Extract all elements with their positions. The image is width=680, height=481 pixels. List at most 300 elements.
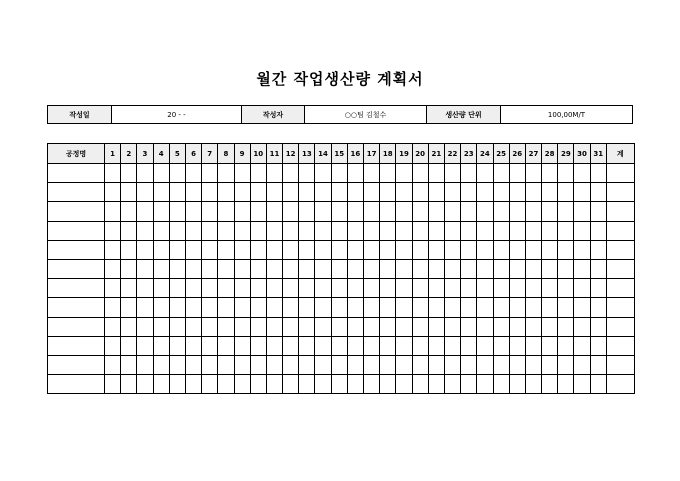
day-cell[interactable] <box>185 164 201 183</box>
process-name-cell[interactable] <box>48 221 105 240</box>
unit-field[interactable]: 100,00M/T <box>501 106 633 124</box>
day-cell[interactable] <box>558 221 574 240</box>
total-cell[interactable] <box>606 336 634 355</box>
day-cell[interactable] <box>542 164 558 183</box>
day-cell[interactable] <box>542 298 558 317</box>
day-cell[interactable] <box>347 164 363 183</box>
day-cell[interactable] <box>266 202 282 221</box>
day-cell[interactable] <box>121 183 137 202</box>
day-cell[interactable] <box>266 355 282 374</box>
day-cell[interactable] <box>509 259 525 278</box>
day-cell[interactable] <box>234 202 250 221</box>
day-cell[interactable] <box>509 164 525 183</box>
day-cell[interactable] <box>185 279 201 298</box>
day-cell[interactable] <box>542 317 558 336</box>
process-name-cell[interactable] <box>48 336 105 355</box>
day-cell[interactable] <box>493 202 509 221</box>
day-cell[interactable] <box>347 240 363 259</box>
day-cell[interactable] <box>428 164 444 183</box>
day-cell[interactable] <box>364 375 380 394</box>
day-cell[interactable] <box>137 336 153 355</box>
day-cell[interactable] <box>299 375 315 394</box>
day-cell[interactable] <box>137 279 153 298</box>
day-cell[interactable] <box>477 375 493 394</box>
day-cell[interactable] <box>412 202 428 221</box>
day-cell[interactable] <box>574 355 590 374</box>
day-cell[interactable] <box>477 355 493 374</box>
day-cell[interactable] <box>493 164 509 183</box>
day-cell[interactable] <box>396 202 412 221</box>
day-cell[interactable] <box>380 279 396 298</box>
day-cell[interactable] <box>412 240 428 259</box>
day-cell[interactable] <box>380 375 396 394</box>
day-cell[interactable] <box>234 355 250 374</box>
day-cell[interactable] <box>364 355 380 374</box>
day-cell[interactable] <box>428 202 444 221</box>
day-cell[interactable] <box>169 317 185 336</box>
day-cell[interactable] <box>558 259 574 278</box>
day-cell[interactable] <box>105 279 121 298</box>
day-cell[interactable] <box>202 317 218 336</box>
day-cell[interactable] <box>105 317 121 336</box>
day-cell[interactable] <box>185 259 201 278</box>
day-cell[interactable] <box>444 298 460 317</box>
day-cell[interactable] <box>266 221 282 240</box>
day-cell[interactable] <box>412 279 428 298</box>
day-cell[interactable] <box>218 355 234 374</box>
day-cell[interactable] <box>299 183 315 202</box>
total-cell[interactable] <box>606 183 634 202</box>
day-cell[interactable] <box>234 375 250 394</box>
day-cell[interactable] <box>153 164 169 183</box>
day-cell[interactable] <box>250 279 266 298</box>
day-cell[interactable] <box>493 240 509 259</box>
day-cell[interactable] <box>412 164 428 183</box>
day-cell[interactable] <box>250 259 266 278</box>
day-cell[interactable] <box>153 355 169 374</box>
day-cell[interactable] <box>283 240 299 259</box>
day-cell[interactable] <box>509 355 525 374</box>
day-cell[interactable] <box>121 259 137 278</box>
day-cell[interactable] <box>121 336 137 355</box>
day-cell[interactable] <box>558 202 574 221</box>
day-cell[interactable] <box>331 279 347 298</box>
day-cell[interactable] <box>364 164 380 183</box>
day-cell[interactable] <box>396 221 412 240</box>
day-cell[interactable] <box>234 183 250 202</box>
day-cell[interactable] <box>105 221 121 240</box>
process-name-cell[interactable] <box>48 164 105 183</box>
day-cell[interactable] <box>347 355 363 374</box>
day-cell[interactable] <box>380 355 396 374</box>
process-name-cell[interactable] <box>48 298 105 317</box>
day-cell[interactable] <box>315 202 331 221</box>
total-cell[interactable] <box>606 279 634 298</box>
day-cell[interactable] <box>428 240 444 259</box>
day-cell[interactable] <box>477 164 493 183</box>
day-cell[interactable] <box>380 240 396 259</box>
day-cell[interactable] <box>525 183 541 202</box>
day-cell[interactable] <box>444 317 460 336</box>
day-cell[interactable] <box>428 221 444 240</box>
day-cell[interactable] <box>105 183 121 202</box>
day-cell[interactable] <box>574 183 590 202</box>
day-cell[interactable] <box>218 279 234 298</box>
day-cell[interactable] <box>218 259 234 278</box>
day-cell[interactable] <box>380 259 396 278</box>
day-cell[interactable] <box>590 183 606 202</box>
day-cell[interactable] <box>331 355 347 374</box>
day-cell[interactable] <box>299 298 315 317</box>
day-cell[interactable] <box>493 375 509 394</box>
day-cell[interactable] <box>396 183 412 202</box>
day-cell[interactable] <box>250 375 266 394</box>
day-cell[interactable] <box>137 164 153 183</box>
day-cell[interactable] <box>299 279 315 298</box>
day-cell[interactable] <box>202 355 218 374</box>
process-name-cell[interactable] <box>48 240 105 259</box>
day-cell[interactable] <box>493 355 509 374</box>
process-name-cell[interactable] <box>48 375 105 394</box>
day-cell[interactable] <box>202 164 218 183</box>
day-cell[interactable] <box>461 317 477 336</box>
day-cell[interactable] <box>590 221 606 240</box>
day-cell[interactable] <box>153 279 169 298</box>
day-cell[interactable] <box>590 298 606 317</box>
day-cell[interactable] <box>412 375 428 394</box>
day-cell[interactable] <box>169 202 185 221</box>
day-cell[interactable] <box>283 202 299 221</box>
day-cell[interactable] <box>234 221 250 240</box>
day-cell[interactable] <box>542 355 558 374</box>
day-cell[interactable] <box>493 298 509 317</box>
day-cell[interactable] <box>153 259 169 278</box>
day-cell[interactable] <box>331 298 347 317</box>
day-cell[interactable] <box>185 336 201 355</box>
day-cell[interactable] <box>185 317 201 336</box>
day-cell[interactable] <box>137 355 153 374</box>
day-cell[interactable] <box>396 355 412 374</box>
day-cell[interactable] <box>250 355 266 374</box>
day-cell[interactable] <box>412 317 428 336</box>
day-cell[interactable] <box>299 336 315 355</box>
day-cell[interactable] <box>477 279 493 298</box>
day-cell[interactable] <box>509 221 525 240</box>
day-cell[interactable] <box>558 355 574 374</box>
day-cell[interactable] <box>590 375 606 394</box>
day-cell[interactable] <box>266 336 282 355</box>
total-cell[interactable] <box>606 202 634 221</box>
day-cell[interactable] <box>218 202 234 221</box>
day-cell[interactable] <box>137 183 153 202</box>
day-cell[interactable] <box>169 279 185 298</box>
day-cell[interactable] <box>299 221 315 240</box>
day-cell[interactable] <box>169 355 185 374</box>
day-cell[interactable] <box>299 202 315 221</box>
day-cell[interactable] <box>444 279 460 298</box>
day-cell[interactable] <box>202 221 218 240</box>
day-cell[interactable] <box>461 355 477 374</box>
day-cell[interactable] <box>121 279 137 298</box>
day-cell[interactable] <box>444 183 460 202</box>
day-cell[interactable] <box>461 298 477 317</box>
day-cell[interactable] <box>153 221 169 240</box>
day-cell[interactable] <box>428 355 444 374</box>
day-cell[interactable] <box>412 298 428 317</box>
day-cell[interactable] <box>202 259 218 278</box>
day-cell[interactable] <box>250 202 266 221</box>
day-cell[interactable] <box>525 317 541 336</box>
day-cell[interactable] <box>218 375 234 394</box>
day-cell[interactable] <box>347 317 363 336</box>
day-cell[interactable] <box>121 202 137 221</box>
day-cell[interactable] <box>590 164 606 183</box>
day-cell[interactable] <box>461 336 477 355</box>
day-cell[interactable] <box>461 202 477 221</box>
day-cell[interactable] <box>347 259 363 278</box>
day-cell[interactable] <box>266 240 282 259</box>
day-cell[interactable] <box>396 164 412 183</box>
day-cell[interactable] <box>412 336 428 355</box>
day-cell[interactable] <box>428 279 444 298</box>
day-cell[interactable] <box>477 202 493 221</box>
day-cell[interactable] <box>461 375 477 394</box>
total-cell[interactable] <box>606 221 634 240</box>
day-cell[interactable] <box>509 298 525 317</box>
day-cell[interactable] <box>412 259 428 278</box>
day-cell[interactable] <box>315 259 331 278</box>
day-cell[interactable] <box>558 183 574 202</box>
day-cell[interactable] <box>477 336 493 355</box>
day-cell[interactable] <box>444 336 460 355</box>
day-cell[interactable] <box>364 202 380 221</box>
day-cell[interactable] <box>347 336 363 355</box>
day-cell[interactable] <box>347 183 363 202</box>
day-cell[interactable] <box>542 279 558 298</box>
day-cell[interactable] <box>137 202 153 221</box>
day-cell[interactable] <box>331 202 347 221</box>
day-cell[interactable] <box>444 259 460 278</box>
process-name-cell[interactable] <box>48 259 105 278</box>
day-cell[interactable] <box>331 164 347 183</box>
day-cell[interactable] <box>574 221 590 240</box>
total-cell[interactable] <box>606 240 634 259</box>
day-cell[interactable] <box>250 336 266 355</box>
day-cell[interactable] <box>153 183 169 202</box>
day-cell[interactable] <box>428 259 444 278</box>
day-cell[interactable] <box>137 298 153 317</box>
day-cell[interactable] <box>428 298 444 317</box>
day-cell[interactable] <box>266 298 282 317</box>
day-cell[interactable] <box>169 221 185 240</box>
day-cell[interactable] <box>347 221 363 240</box>
day-cell[interactable] <box>137 240 153 259</box>
day-cell[interactable] <box>202 279 218 298</box>
process-name-cell[interactable] <box>48 279 105 298</box>
day-cell[interactable] <box>396 336 412 355</box>
day-cell[interactable] <box>396 259 412 278</box>
day-cell[interactable] <box>283 375 299 394</box>
day-cell[interactable] <box>202 375 218 394</box>
day-cell[interactable] <box>477 221 493 240</box>
day-cell[interactable] <box>477 240 493 259</box>
day-cell[interactable] <box>558 375 574 394</box>
day-cell[interactable] <box>185 375 201 394</box>
total-cell[interactable] <box>606 375 634 394</box>
day-cell[interactable] <box>105 259 121 278</box>
day-cell[interactable] <box>250 317 266 336</box>
day-cell[interactable] <box>461 183 477 202</box>
day-cell[interactable] <box>218 183 234 202</box>
day-cell[interactable] <box>525 355 541 374</box>
day-cell[interactable] <box>461 221 477 240</box>
day-cell[interactable] <box>202 336 218 355</box>
day-cell[interactable] <box>364 336 380 355</box>
day-cell[interactable] <box>169 298 185 317</box>
day-cell[interactable] <box>477 317 493 336</box>
day-cell[interactable] <box>234 279 250 298</box>
day-cell[interactable] <box>542 240 558 259</box>
day-cell[interactable] <box>121 355 137 374</box>
day-cell[interactable] <box>428 317 444 336</box>
day-cell[interactable] <box>396 375 412 394</box>
day-cell[interactable] <box>558 240 574 259</box>
day-cell[interactable] <box>509 279 525 298</box>
day-cell[interactable] <box>396 279 412 298</box>
day-cell[interactable] <box>428 183 444 202</box>
day-cell[interactable] <box>331 317 347 336</box>
day-cell[interactable] <box>250 164 266 183</box>
day-cell[interactable] <box>590 259 606 278</box>
day-cell[interactable] <box>509 202 525 221</box>
day-cell[interactable] <box>380 164 396 183</box>
day-cell[interactable] <box>169 164 185 183</box>
day-cell[interactable] <box>525 336 541 355</box>
day-cell[interactable] <box>412 355 428 374</box>
day-cell[interactable] <box>185 240 201 259</box>
day-cell[interactable] <box>542 183 558 202</box>
day-cell[interactable] <box>574 298 590 317</box>
date-field[interactable]: 20 - - <box>112 106 242 124</box>
day-cell[interactable] <box>509 375 525 394</box>
day-cell[interactable] <box>347 279 363 298</box>
day-cell[interactable] <box>137 317 153 336</box>
day-cell[interactable] <box>331 240 347 259</box>
day-cell[interactable] <box>574 164 590 183</box>
process-name-cell[interactable] <box>48 183 105 202</box>
day-cell[interactable] <box>525 259 541 278</box>
day-cell[interactable] <box>202 183 218 202</box>
day-cell[interactable] <box>266 164 282 183</box>
day-cell[interactable] <box>283 336 299 355</box>
day-cell[interactable] <box>283 221 299 240</box>
day-cell[interactable] <box>331 221 347 240</box>
day-cell[interactable] <box>105 202 121 221</box>
day-cell[interactable] <box>185 221 201 240</box>
day-cell[interactable] <box>542 336 558 355</box>
process-name-cell[interactable] <box>48 317 105 336</box>
day-cell[interactable] <box>299 164 315 183</box>
day-cell[interactable] <box>315 279 331 298</box>
day-cell[interactable] <box>574 240 590 259</box>
day-cell[interactable] <box>234 317 250 336</box>
day-cell[interactable] <box>169 375 185 394</box>
day-cell[interactable] <box>347 202 363 221</box>
day-cell[interactable] <box>509 336 525 355</box>
day-cell[interactable] <box>428 375 444 394</box>
day-cell[interactable] <box>105 375 121 394</box>
process-name-cell[interactable] <box>48 355 105 374</box>
day-cell[interactable] <box>315 355 331 374</box>
day-cell[interactable] <box>250 221 266 240</box>
day-cell[interactable] <box>444 240 460 259</box>
day-cell[interactable] <box>444 202 460 221</box>
day-cell[interactable] <box>574 259 590 278</box>
day-cell[interactable] <box>461 279 477 298</box>
day-cell[interactable] <box>331 259 347 278</box>
day-cell[interactable] <box>315 298 331 317</box>
total-cell[interactable] <box>606 317 634 336</box>
day-cell[interactable] <box>234 298 250 317</box>
day-cell[interactable] <box>380 183 396 202</box>
day-cell[interactable] <box>558 317 574 336</box>
day-cell[interactable] <box>364 298 380 317</box>
day-cell[interactable] <box>218 240 234 259</box>
day-cell[interactable] <box>444 375 460 394</box>
day-cell[interactable] <box>218 298 234 317</box>
day-cell[interactable] <box>234 164 250 183</box>
day-cell[interactable] <box>153 202 169 221</box>
day-cell[interactable] <box>185 202 201 221</box>
day-cell[interactable] <box>493 317 509 336</box>
day-cell[interactable] <box>283 164 299 183</box>
day-cell[interactable] <box>477 183 493 202</box>
day-cell[interactable] <box>137 259 153 278</box>
day-cell[interactable] <box>590 240 606 259</box>
day-cell[interactable] <box>380 336 396 355</box>
day-cell[interactable] <box>509 183 525 202</box>
day-cell[interactable] <box>121 317 137 336</box>
day-cell[interactable] <box>153 317 169 336</box>
day-cell[interactable] <box>234 336 250 355</box>
day-cell[interactable] <box>315 164 331 183</box>
day-cell[interactable] <box>590 336 606 355</box>
day-cell[interactable] <box>525 240 541 259</box>
day-cell[interactable] <box>461 240 477 259</box>
day-cell[interactable] <box>121 298 137 317</box>
day-cell[interactable] <box>121 164 137 183</box>
day-cell[interactable] <box>364 183 380 202</box>
day-cell[interactable] <box>493 221 509 240</box>
day-cell[interactable] <box>428 336 444 355</box>
total-cell[interactable] <box>606 298 634 317</box>
day-cell[interactable] <box>542 375 558 394</box>
day-cell[interactable] <box>121 240 137 259</box>
day-cell[interactable] <box>283 259 299 278</box>
day-cell[interactable] <box>105 240 121 259</box>
day-cell[interactable] <box>396 240 412 259</box>
day-cell[interactable] <box>380 202 396 221</box>
day-cell[interactable] <box>250 240 266 259</box>
day-cell[interactable] <box>299 355 315 374</box>
day-cell[interactable] <box>105 164 121 183</box>
day-cell[interactable] <box>461 164 477 183</box>
day-cell[interactable] <box>283 298 299 317</box>
day-cell[interactable] <box>364 240 380 259</box>
day-cell[interactable] <box>315 336 331 355</box>
process-name-cell[interactable] <box>48 202 105 221</box>
day-cell[interactable] <box>218 221 234 240</box>
